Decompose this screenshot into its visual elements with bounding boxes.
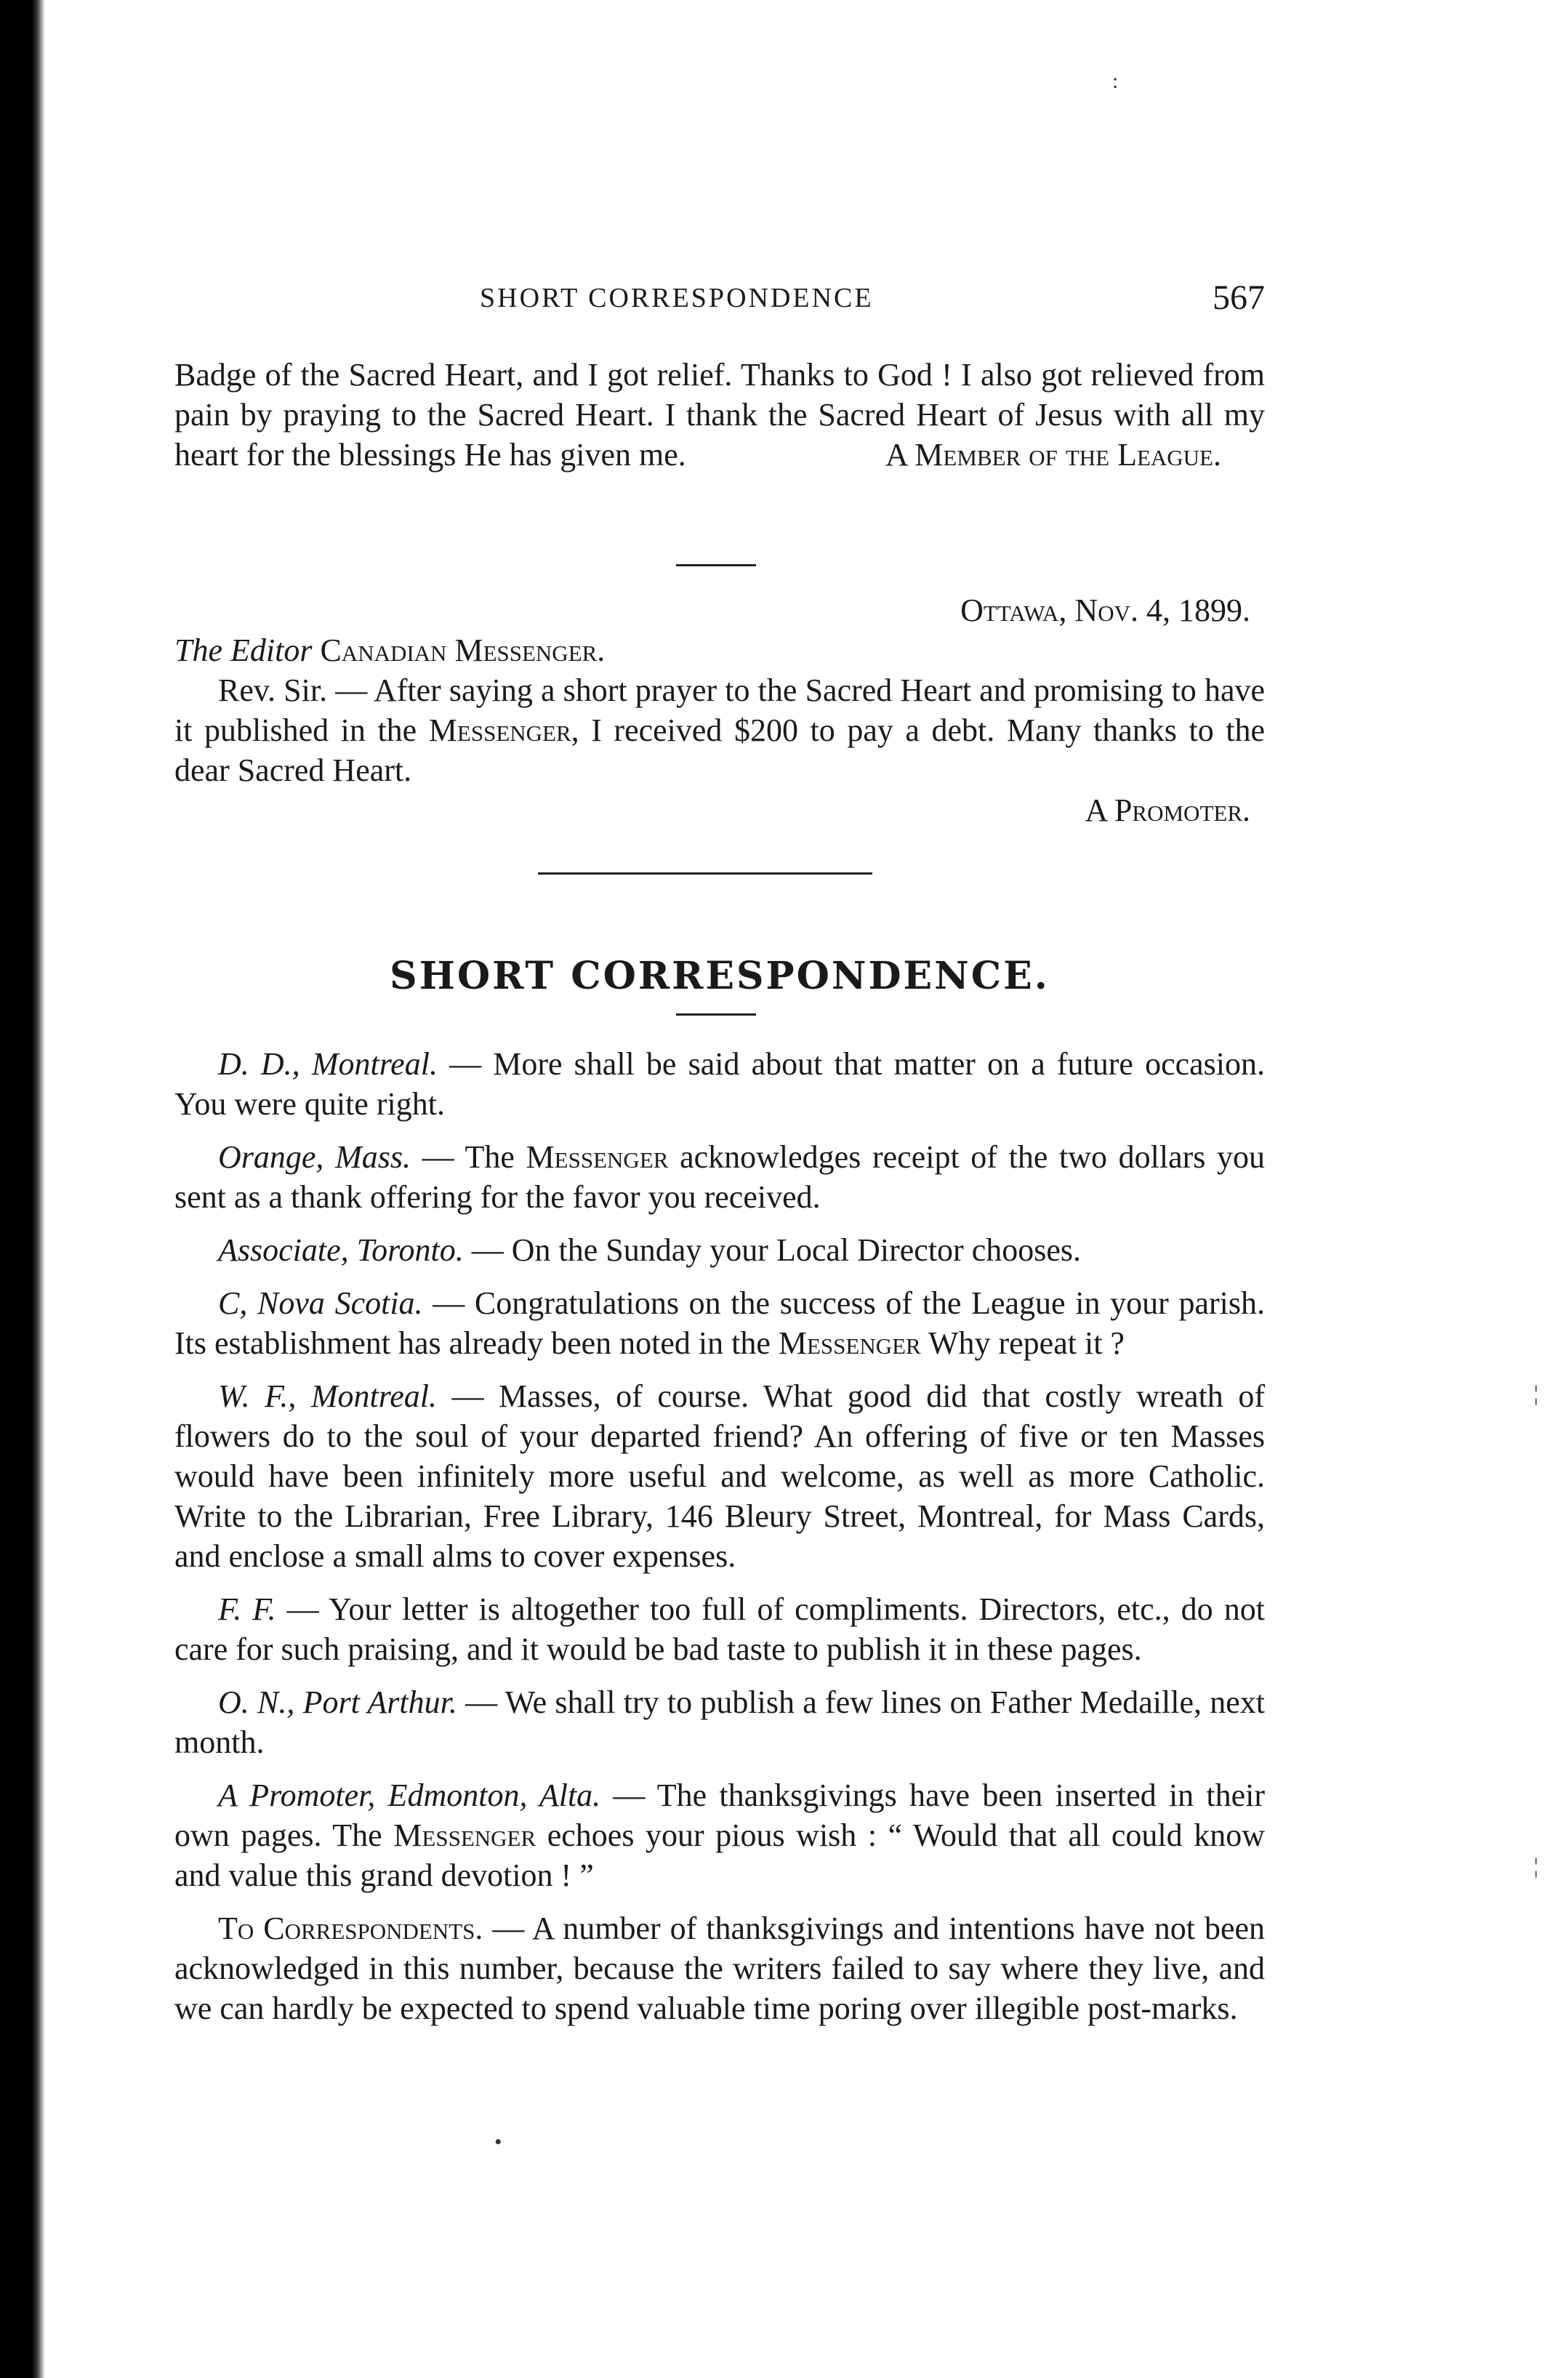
correspondence-item [174, 1376, 1265, 1576]
correspondent-reply: — Your letter is altogether too full of compliments. Directors, etc., do not care for such praising, and it would be bad taste to publish it in these pages. [174, 1591, 1265, 1667]
letter-2-body [174, 670, 1265, 790]
page-binding-edge [0, 0, 45, 2378]
running-head [174, 278, 1265, 326]
correspondent-label: W. F., Montreal. [218, 1378, 437, 1414]
correspondent-reply: — Congratulations on the success of the League in your parish. Its establishment has already been noted in the [174, 1285, 1265, 1361]
letter-2-dateline: Ottawa, Nov. 4, 1899. [960, 593, 1250, 628]
correspondent-reply: — Masses, of course. What good did that costly wreath of flowers do to the soul of your departed friend? An offering of five or ten Masses would have been infinitely more useful and welcome, as well as more Catholic. Write to the Librarian, Free Library, 146 Bleury Street, Montreal, for Mass Cards, and enclose a small alms to cover expenses. [174, 1378, 1265, 1574]
correspondent-reply: acknowledges receipt of the two dollars you sent as a thank offering for the favor you received. [174, 1139, 1266, 1215]
to-correspondents-note [174, 1908, 1265, 2028]
scan-speck: ¦ [1534, 1854, 1539, 1878]
correspondent-reply: echoes your pious wish : “ Would that all could know and value this grand devotion ! ” [174, 1817, 1265, 1893]
to-correspondents-text: — A number of thanksgivings and intentions have not been acknowledged in this number, because the writers failed to say where they live, and we can hardly be expected to spend valuable time poring over illegible post-marks. [174, 1911, 1265, 2026]
correspondent-label: Orange, Mass. [218, 1139, 411, 1175]
correspondent-reply: — On the Sunday your Local Director chooses. [471, 1232, 1082, 1268]
letter-2-body-part2: , I received $200 to pay a debt. Many thanks to the dear Sacred Heart. [174, 712, 1266, 788]
letter-1-signature: A Member of the League. [885, 437, 1221, 473]
letter-2 [174, 590, 1265, 830]
letter-2-body-messenger: Messenger [428, 712, 571, 748]
correspondence-item [174, 1137, 1265, 1217]
correspondent-label: Associate, Toronto. [218, 1232, 464, 1268]
heading-underline-rule [676, 1013, 756, 1016]
letter-2-addressee [174, 630, 1265, 670]
correspondent-reply: — The [422, 1139, 515, 1175]
messenger-small-caps: Messenger [778, 1325, 921, 1361]
correspondent-label: O. N., Port Arthur. [218, 1684, 457, 1720]
page-number: 567 [1213, 278, 1265, 317]
correspondence-item [174, 1589, 1265, 1669]
correspondent-reply: — More shall be said about that matter on a future occasion. You were quite right. [174, 1046, 1266, 1122]
correspondence-item [174, 1230, 1265, 1270]
addressee-publication: Canadian Messenger. [320, 632, 606, 668]
correspondence-item [174, 1682, 1265, 1762]
scan-speck: : [1112, 69, 1119, 93]
to-correspondents-label: To Correspondents. [218, 1911, 483, 1946]
letter-2-body-part1: Rev. Sir. — After saying a short prayer to the Sacred Heart and promising to have it published in the [174, 672, 1265, 748]
section-heading: SHORT CORRESPONDENCE. [390, 954, 1050, 998]
correspondent-reply: — The thanksgivings have been inserted in their own pages. The [174, 1778, 1265, 1853]
letter-1-body: Badge of the Sacred Heart, and I got relief. Thanks to God ! I also got relieved from pain by praying to the Sacred Heart. I thank the Sacred Heart of Jesus with all my heart for the blessings He has given me. [174, 357, 1265, 473]
section-divider-rule [538, 872, 872, 875]
addressee-editor: The Editor [174, 632, 313, 668]
correspondent-label: A Promoter, Edmonton, Alta. [218, 1778, 601, 1813]
running-title: SHORT CORRESPONDENCE [480, 283, 874, 313]
correspondent-label: D. D., Montreal. [218, 1046, 438, 1082]
correspondent-label: C, Nova Scotia. [218, 1285, 423, 1321]
messenger-small-caps: Messenger [526, 1139, 669, 1175]
letter-2-signature: A Promoter. [1085, 792, 1250, 828]
correspondence-item [174, 1775, 1265, 1895]
short-divider-rule [676, 564, 756, 566]
scan-speck: • [494, 2130, 502, 2154]
messenger-small-caps: Messenger [393, 1817, 536, 1853]
correspondence-item [174, 1283, 1265, 1363]
correspondent-reply: Why repeat it ? [928, 1325, 1125, 1361]
correspondence-list [174, 1044, 1265, 2041]
correspondent-label: F. F. [218, 1591, 276, 1627]
scan-speck: ¦ [1534, 1381, 1539, 1405]
correspondent-reply: — We shall try to publish a few lines on Father Medaille, next month. [174, 1684, 1266, 1760]
letter-1 [174, 355, 1265, 475]
correspondence-item [174, 1044, 1265, 1124]
